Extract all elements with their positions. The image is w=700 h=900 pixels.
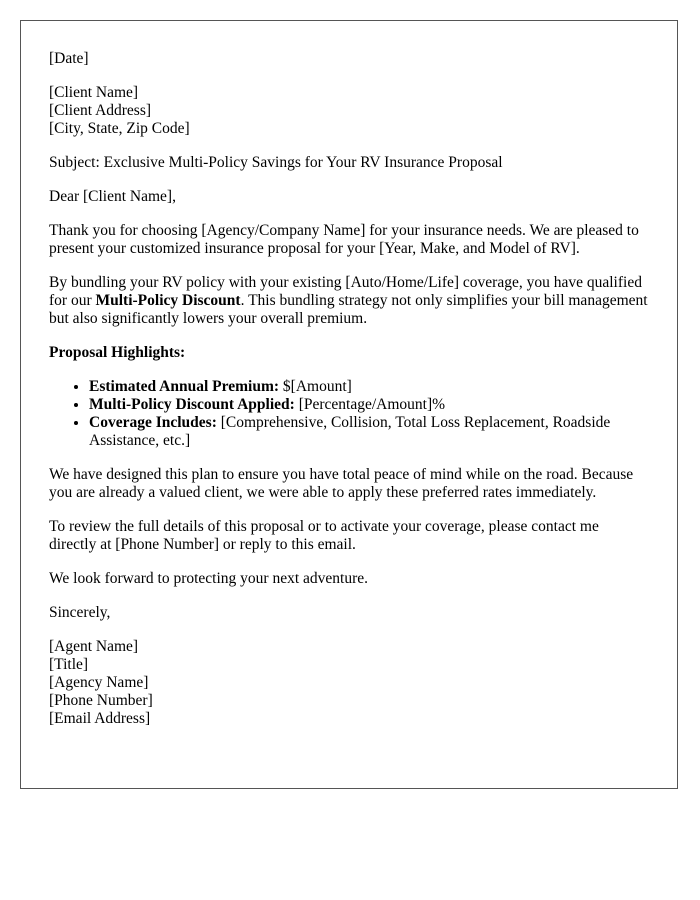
agent-name: [Agent Name] <box>49 638 139 655</box>
bundling-text-before: By bundling your RV policy with your existing [Auto/Home/Life] coverage, you have qualified for our <box>49 274 642 309</box>
client-city-state-zip: [City, State, Zip Code] <box>49 120 190 137</box>
closing: Sincerely, <box>49 604 111 621</box>
recipient-block <box>49 84 649 138</box>
bundling-paragraph <box>49 274 649 328</box>
intro-paragraph: Thank you for choosing [Agency/Company Name] for your insurance needs. We are pleased to present your customized insurance proposal for your [Year, Make, and Model of RV]. <box>49 222 639 257</box>
agent-email: [Email Address] <box>49 710 151 727</box>
client-address: [Client Address] <box>49 102 152 119</box>
highlights-list <box>49 378 649 450</box>
highlights-heading-text: Proposal Highlights: <box>49 344 186 361</box>
highlight-label: Multi-Policy Discount Applied: <box>89 396 295 413</box>
contact-paragraph: To review the full details of this proposal or to activate your coverage, please contact me directly at [Phone Number] or reply to this email. <box>49 518 599 553</box>
list-item <box>89 378 649 396</box>
signature-block <box>49 638 649 728</box>
highlight-value: [Comprehensive, Collision, Total Loss Replacement, Roadside Assistance, etc.] <box>89 414 611 449</box>
agent-phone: [Phone Number] <box>49 692 153 709</box>
agent-title: [Title] <box>49 656 89 673</box>
peace-of-mind-paragraph: We have designed this plan to ensure you have total peace of mind while on the road. Because you are already a valued client, we were able to apply these preferred rates immediately. <box>49 466 634 501</box>
salutation: Dear [Client Name], <box>49 188 176 205</box>
highlight-value: $[Amount] <box>279 378 352 395</box>
agency-name: [Agency Name] <box>49 674 149 691</box>
subject-line: Subject: Exclusive Multi-Policy Savings for Your RV Insurance Proposal <box>49 154 503 171</box>
highlight-value: [Percentage/Amount]% <box>294 396 446 413</box>
look-forward-paragraph: We look forward to protecting your next adventure. <box>49 570 368 587</box>
bundling-text-after: . This bundling strategy not only simplifies your bill management but also significantly lowers your overall premium. <box>49 292 648 327</box>
highlight-label: Estimated Annual Premium: <box>89 378 280 395</box>
highlights-heading <box>49 344 649 362</box>
date: [Date] <box>49 50 89 67</box>
client-name: [Client Name] <box>49 84 139 101</box>
multi-policy-discount-emphasis: Multi-Policy Discount <box>95 292 241 309</box>
letter <box>20 20 678 789</box>
highlight-label: Coverage Includes: <box>89 414 217 431</box>
list-item <box>89 414 649 450</box>
list-item <box>89 396 649 414</box>
